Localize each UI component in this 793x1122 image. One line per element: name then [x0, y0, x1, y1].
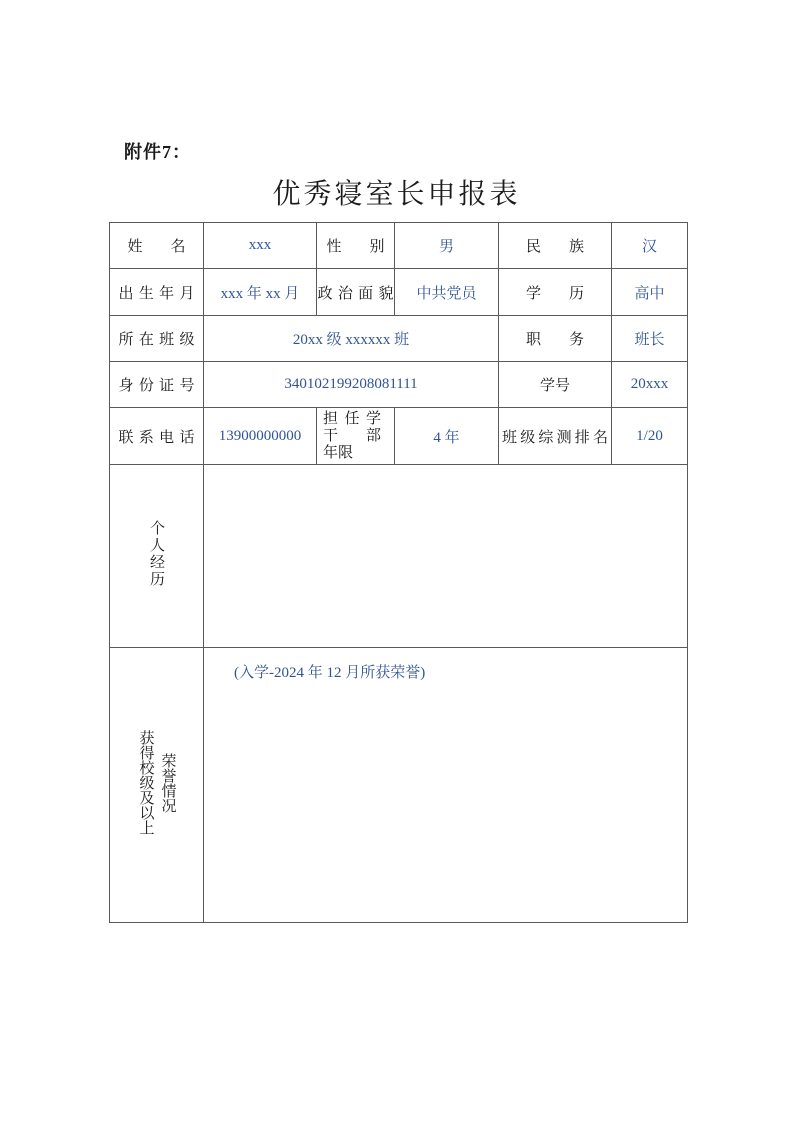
phone-label: 联 系 电 话 [118, 429, 195, 446]
ethnicity-label: 民 族 [526, 239, 584, 255]
cadre-years-label-line2: 干 部 [323, 427, 381, 444]
political-value[interactable]: 中共党员 [395, 269, 499, 316]
birth-label: 出 生 年 月 [118, 285, 195, 302]
cadre-years-label-line1: 担 任 学 [323, 410, 381, 427]
cadre-years-label-line3: 年限 [323, 444, 354, 461]
class-label-cell [110, 316, 204, 362]
table-row [110, 223, 688, 269]
honors-hint: (入学-2024 年 12 月所获荣誉) [234, 665, 426, 681]
ethnicity-label-cell [499, 223, 612, 269]
gender-label: 性 别 [326, 239, 385, 255]
name-label: 姓 名 [127, 239, 186, 255]
honors-label-cell [110, 648, 204, 923]
id-number-label: 身 份 证 号 [118, 378, 195, 394]
name-value[interactable]: xxx [204, 223, 317, 269]
personal-experience-field[interactable] [204, 465, 688, 648]
education-value[interactable]: 高中 [612, 269, 688, 316]
position-label: 职 务 [526, 332, 584, 348]
class-value[interactable]: 20xx 级 xxxxxx 班 [204, 316, 499, 362]
position-label-cell [499, 316, 612, 362]
personal-experience-label: 个人经历 [148, 519, 164, 588]
table-row [110, 316, 688, 362]
class-label: 所 在 班 级 [118, 332, 195, 348]
political-label: 政 治 面 貌 [317, 285, 394, 302]
position-value[interactable]: 班长 [612, 316, 688, 362]
honors-field[interactable] [204, 648, 688, 923]
page-title: 优秀寝室长申报表 [272, 179, 521, 210]
table-row [110, 408, 688, 465]
student-id-label: 学号 [539, 378, 570, 394]
gender-value[interactable]: 男 [395, 223, 499, 269]
id-number-label-cell [110, 362, 204, 408]
gender-label-cell [317, 223, 395, 269]
table-row [110, 269, 688, 316]
table-row [110, 648, 688, 923]
student-id-value[interactable]: 20xxx [612, 362, 688, 408]
ethnicity-value[interactable]: 汉 [612, 223, 688, 269]
phone-value[interactable]: 13900000000 [204, 408, 317, 465]
personal-experience-label-cell [110, 465, 204, 648]
class-rank-label: 班 级 综 测 排 名 [502, 429, 608, 446]
education-label-cell [499, 269, 612, 316]
birth-label-cell [110, 269, 204, 316]
birth-value[interactable]: xxx 年 xx 月 [204, 269, 317, 316]
cadre-years-value[interactable]: 4 年 [395, 408, 499, 465]
phone-label-cell [110, 408, 204, 465]
class-rank-value[interactable]: 1/20 [612, 408, 688, 465]
cadre-years-label-cell [317, 408, 395, 465]
table-row [110, 465, 688, 648]
application-form-table [109, 222, 688, 923]
table-row [110, 362, 688, 408]
id-number-value[interactable]: 340102199208081111 [204, 362, 499, 408]
political-label-cell [317, 269, 395, 316]
honors-label: 获得校级及以上荣誉情况 [137, 730, 176, 835]
class-rank-label-cell [499, 408, 612, 465]
attachment-label: 附件7： [124, 142, 191, 162]
education-label: 学 历 [526, 285, 584, 302]
name-label-cell [110, 223, 204, 269]
student-id-label-cell [499, 362, 612, 408]
